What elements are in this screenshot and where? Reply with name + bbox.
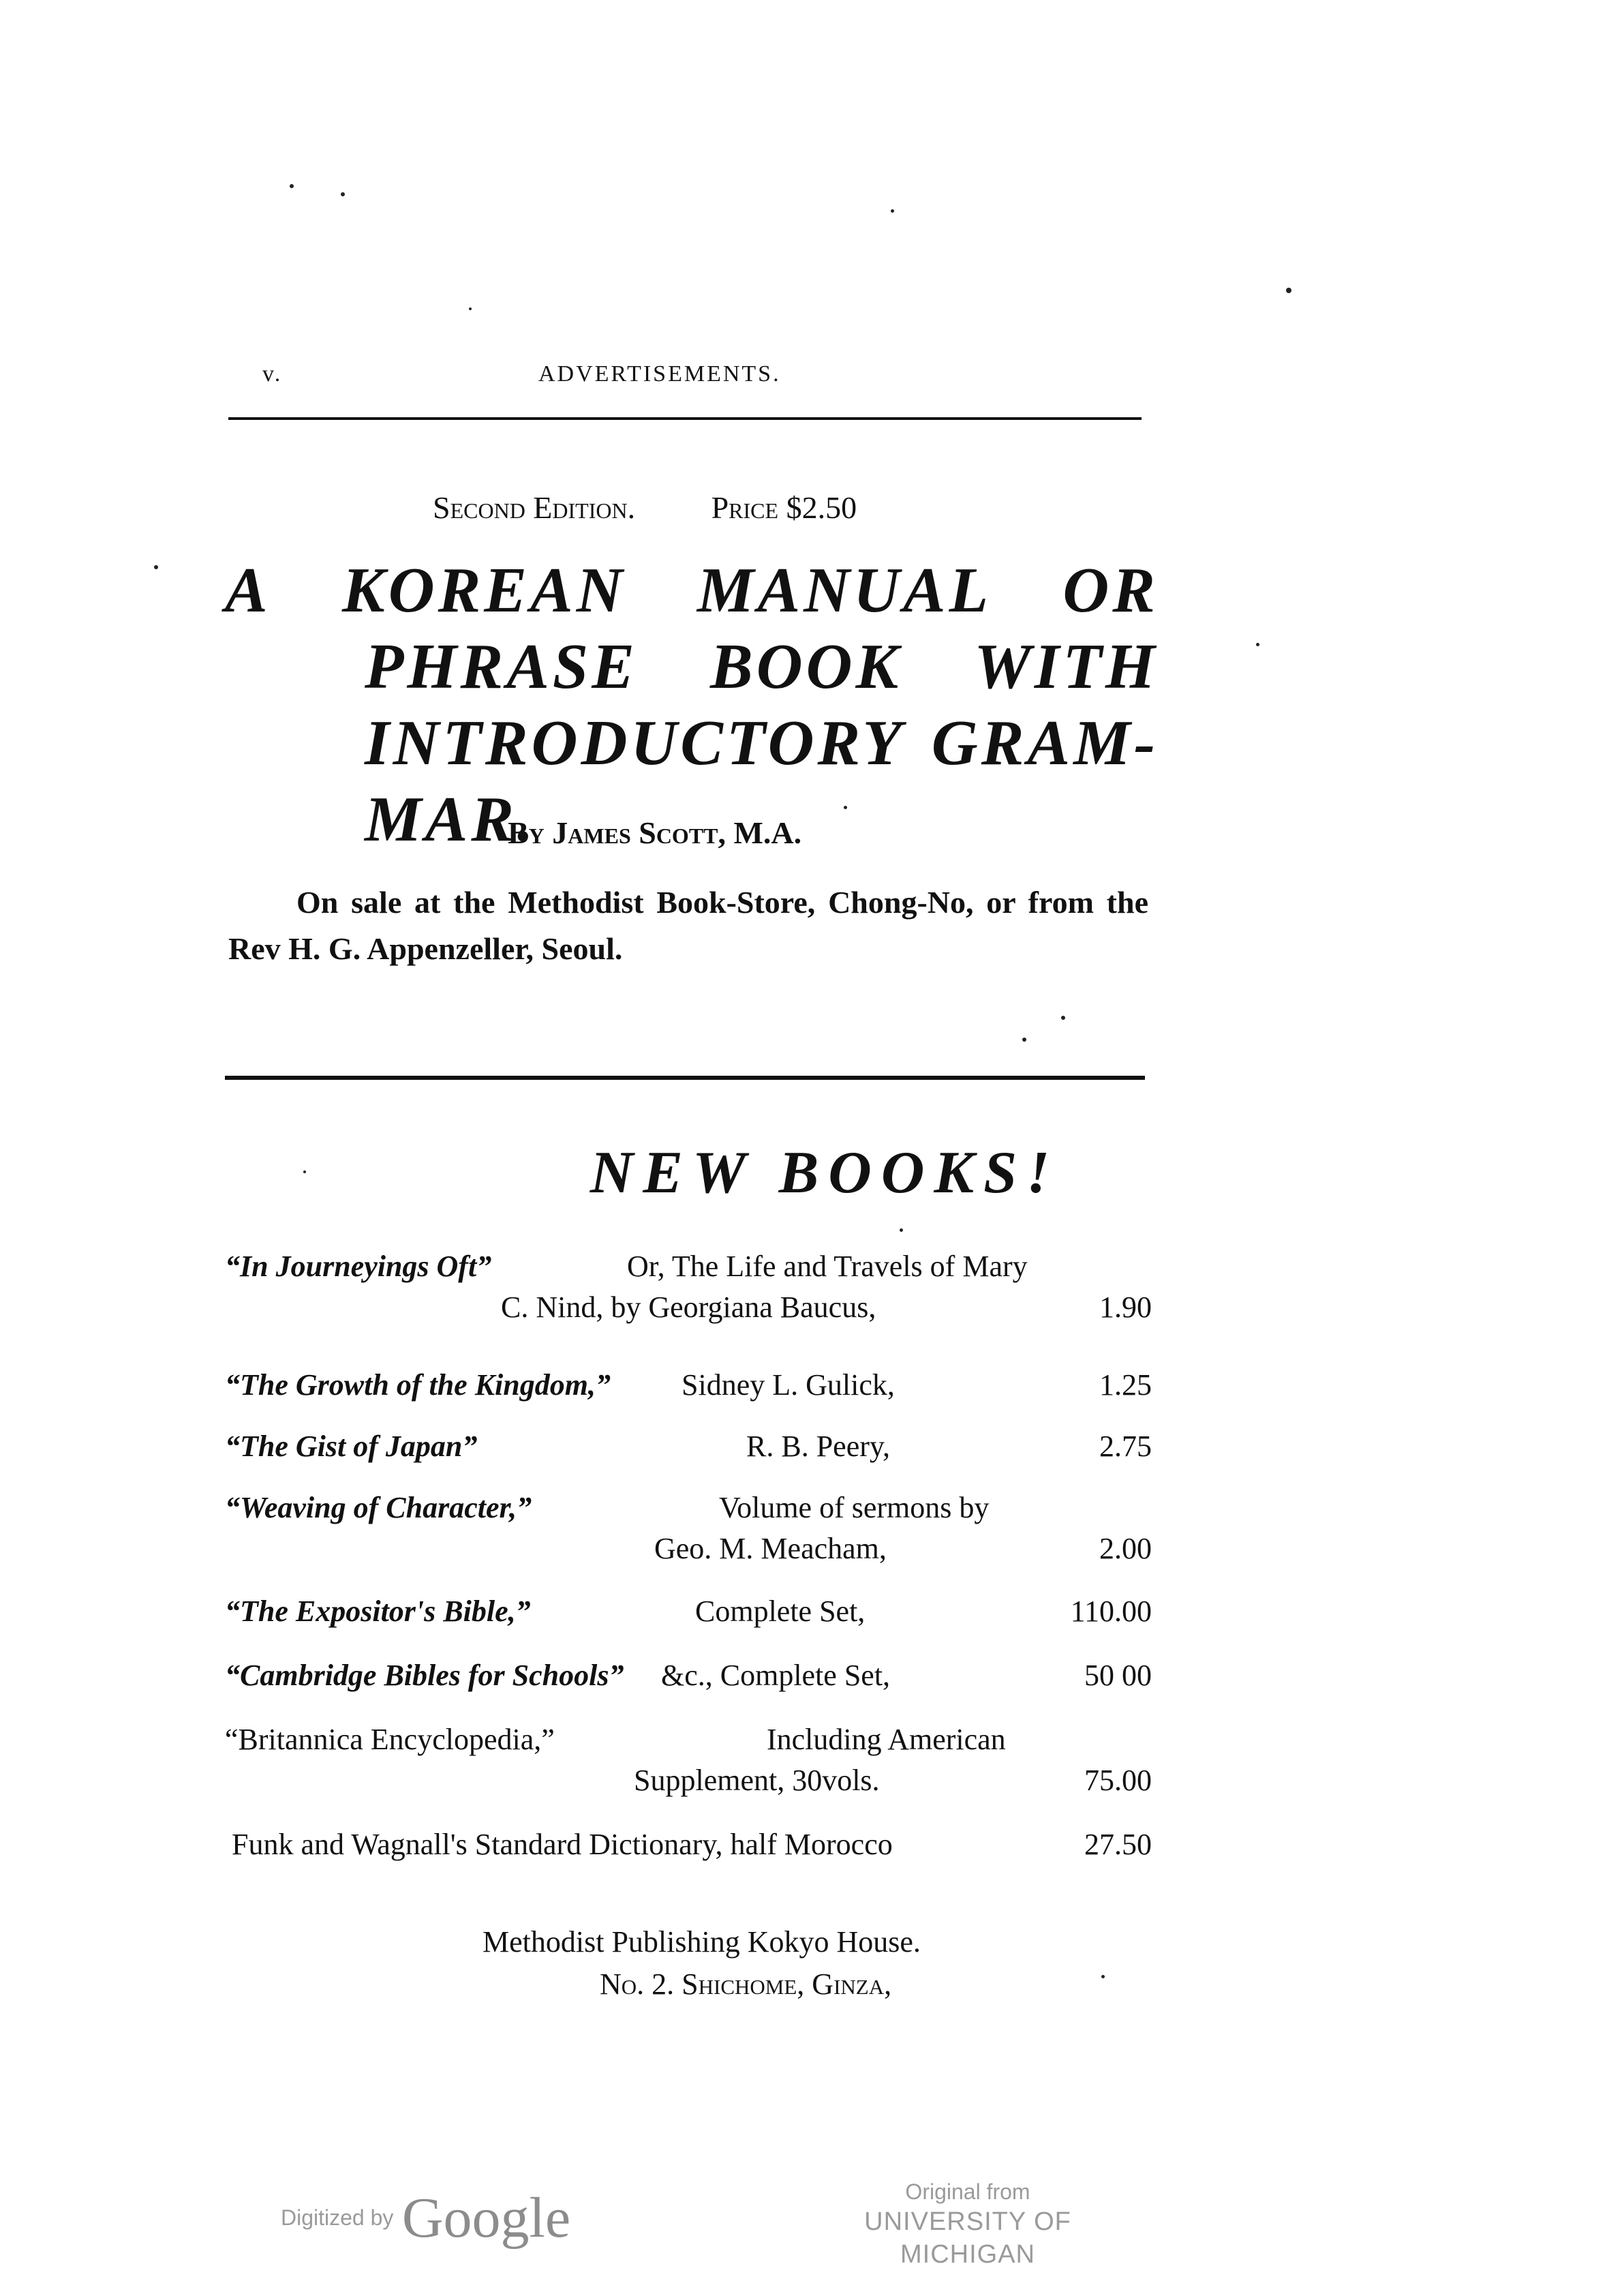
digitized-by-watermark: [281, 2185, 570, 2251]
book-entry: [225, 1827, 1152, 1868]
title-line-2: [225, 629, 1159, 705]
title-word: PHRASE: [365, 631, 638, 702]
book-description: Or, The Life and Travels of Mary: [627, 1250, 1028, 1283]
scan-speck: [1061, 1016, 1065, 1020]
book-title: “Britannica Encyclopedia,”: [225, 1723, 555, 1756]
book-title: “Weaving of Character,”: [225, 1491, 532, 1524]
scan-speck: [290, 184, 294, 188]
book-title: “The Gist of Japan”: [225, 1430, 478, 1463]
running-head-title: ADVERTISEMENTS.: [538, 361, 781, 387]
book-price: 1.25: [1099, 1368, 1152, 1402]
top-rule: [228, 417, 1142, 420]
book-entry: [225, 1594, 1152, 1635]
scan-speck: [844, 806, 847, 809]
book-entry: [225, 1658, 1152, 1699]
edition-label: Second Edition.: [433, 490, 636, 525]
book-entry: [225, 1429, 1152, 1470]
section-rule: [225, 1076, 1145, 1080]
scan-speck: [154, 565, 158, 569]
scan-speck: [900, 1228, 903, 1232]
book-price: 75.00: [1084, 1764, 1152, 1797]
title-word: MANUAL: [697, 555, 992, 626]
scan-speck: [1022, 1038, 1026, 1042]
title-word: BOOK: [710, 631, 902, 702]
book-title: [225, 552, 1159, 858]
book-price: 2.75: [1099, 1430, 1152, 1463]
title-line-1: [225, 552, 1159, 629]
book-description: Funk and Wagnall's Standard Dictionary, half Morocco: [232, 1828, 893, 1861]
title-word: KOREAN: [342, 555, 626, 626]
book-title: “In Journeyings Oft”: [225, 1250, 492, 1283]
title-word: GRAM-: [931, 708, 1159, 779]
book-price: 110.00: [1070, 1595, 1152, 1628]
book-price: 2.00: [1099, 1532, 1152, 1565]
book-title: “Cambridge Bibles for Schools”: [225, 1659, 624, 1692]
title-word: WITH: [974, 631, 1159, 702]
book-price: 27.50: [1084, 1828, 1152, 1861]
scan-speck: [891, 209, 894, 213]
title-word: A: [225, 555, 271, 626]
book-price: 50 00: [1084, 1659, 1152, 1692]
sale-note: On sale at the Methodist Book-Store, Chong-No, or from the Rev H. G. Appenzeller, Seoul.: [228, 885, 1148, 966]
imprint-address: No. 2. Shichome, Ginza,: [600, 1967, 892, 2001]
imprint-publisher: Methodist Publishing Kokyo House.: [483, 1925, 921, 1959]
book-entry: [225, 1490, 1152, 1572]
book-description: Volume of sermons by: [719, 1491, 990, 1524]
book-description: C. Nind, by Georgiana Baucus,: [501, 1290, 876, 1324]
author-byline: By James Scott, M.A.: [508, 815, 802, 850]
digitized-label: Digitized by: [281, 2205, 394, 2230]
running-head: [252, 361, 1159, 402]
title-word: OR: [1062, 555, 1159, 626]
original-from-label: Original from: [905, 2179, 1030, 2204]
edition-price-line: [433, 489, 857, 526]
book-description: Sidney L. Gulick,: [682, 1368, 895, 1402]
scan-speck: [303, 1170, 306, 1173]
book-description: Complete Set,: [695, 1595, 866, 1628]
book-title: “The Expositor's Bible,”: [225, 1595, 531, 1628]
new-books-heading: NEW BOOKS!: [590, 1140, 1060, 1206]
scan-speck: [469, 307, 472, 310]
book-description: Including American: [767, 1723, 1006, 1756]
title-word: MAR.: [365, 784, 537, 855]
book-title: “The Growth of the Kingdom,”: [225, 1368, 611, 1402]
scan-speck: [341, 192, 345, 196]
google-logo: Google: [401, 2186, 571, 2250]
institution-name: UNIVERSITY OF MICHIGAN: [864, 2207, 1071, 2269]
book-description: R. B. Peery,: [746, 1430, 891, 1463]
page-number: v.: [262, 361, 283, 387]
book-list: [225, 1249, 1152, 1868]
book-description: Supplement, 30vols.: [634, 1764, 880, 1797]
provenance-watermark: [804, 2178, 1131, 2271]
book-description: &c., Complete Set,: [661, 1659, 891, 1692]
price-label: Price $2.50: [711, 490, 857, 525]
book-entry: [225, 1368, 1152, 1408]
scan-speck: [1101, 1975, 1105, 1978]
book-description: Geo. M. Meacham,: [654, 1532, 887, 1565]
book-entry: [225, 1722, 1152, 1804]
book-price: 1.90: [1099, 1290, 1152, 1324]
scan-speck: [1256, 643, 1259, 646]
title-line-3: [225, 705, 1159, 781]
book-entry: [225, 1249, 1152, 1331]
scan-speck: [1286, 288, 1291, 293]
title-word: INTRODUCTORY: [365, 708, 905, 779]
